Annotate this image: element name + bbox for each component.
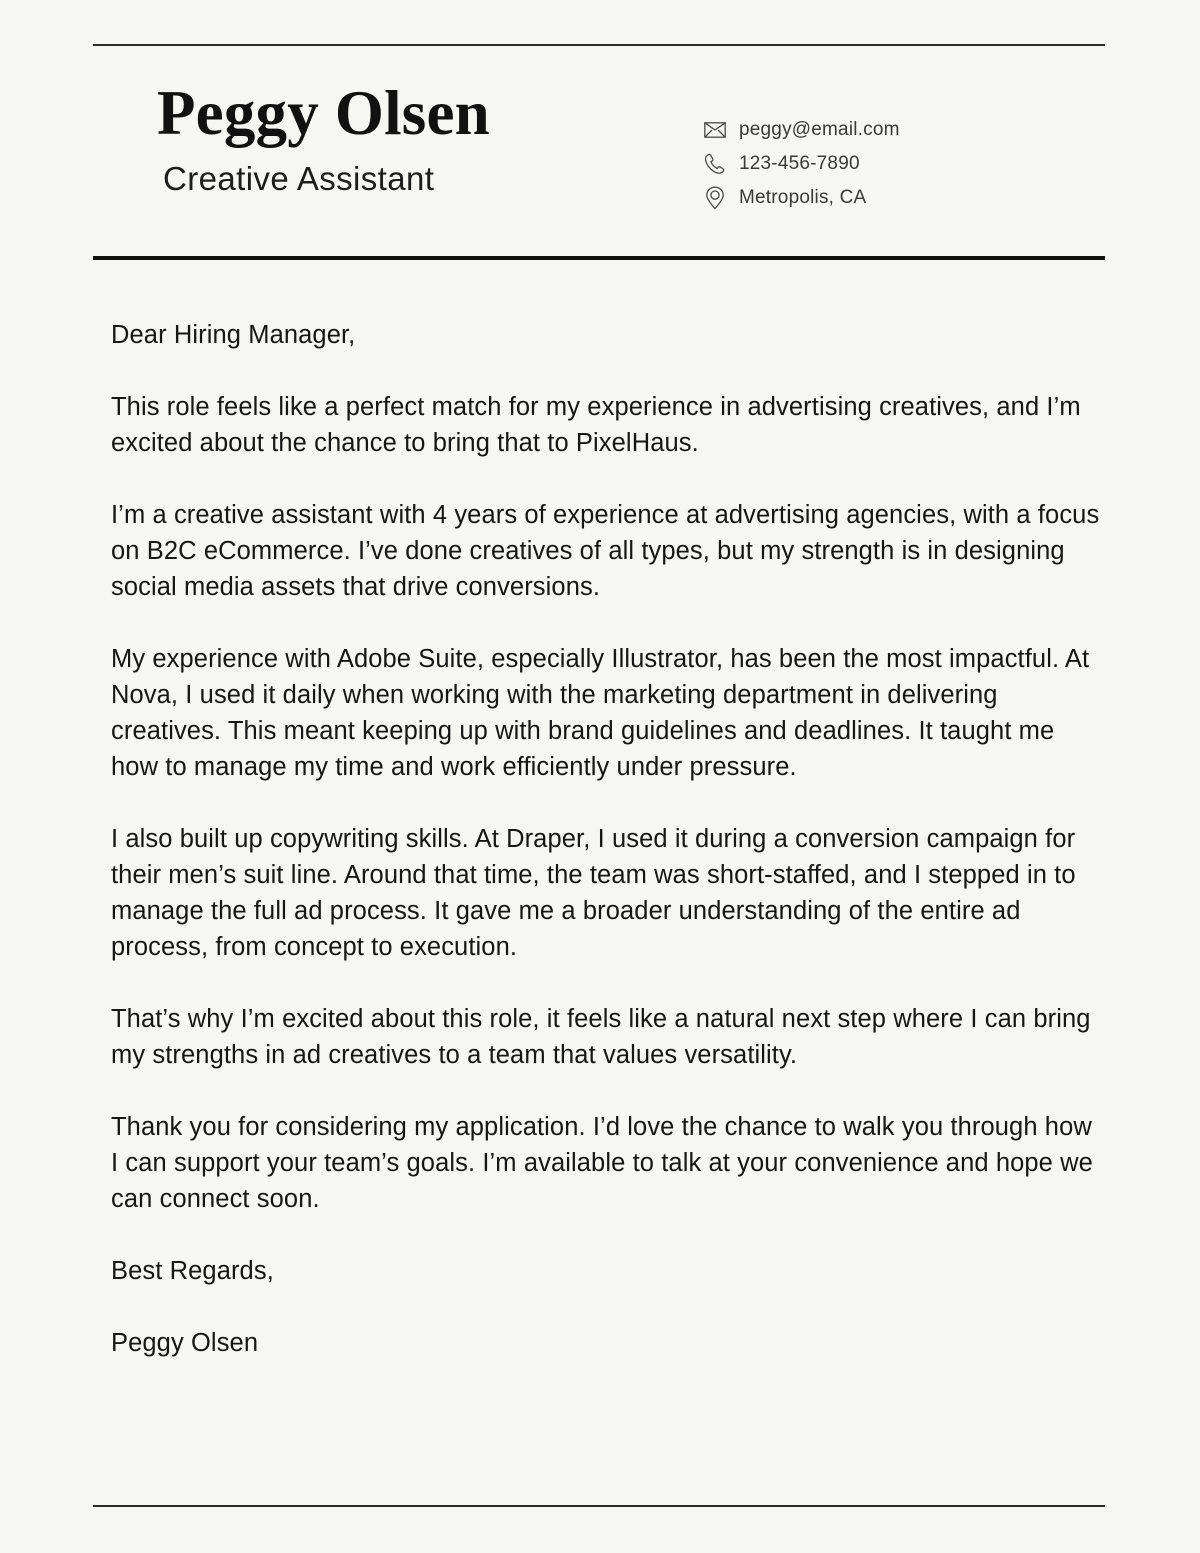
contact-row-phone[interactable] bbox=[700, 147, 900, 181]
letter-paragraph: My experience with Adobe Suite, especially Illustrator, has been the most impactful. At Nova, I used it daily when working with the marketing department in delivering creatives. This meant keeping up with brand guidelines and deadlines. It taught me how to manage my time and work efficiently under pressure. bbox=[111, 645, 1090, 781]
envelope-icon bbox=[700, 122, 730, 138]
contact-location-text: Metropolis, CA bbox=[739, 187, 867, 208]
phone-icon bbox=[700, 153, 730, 175]
contact-row-email[interactable] bbox=[700, 113, 900, 147]
letter-paragraph: I’m a creative assistant with 4 years of experience at advertising agencies, with a focus on B2C eCommerce. I’ve done creatives of all types, but my strength is in designing social media assets that drive conversions. bbox=[111, 501, 1100, 601]
top-divider-rule bbox=[93, 44, 1105, 46]
letter-header bbox=[93, 80, 1105, 245]
applicant-name: Peggy Olsen bbox=[157, 78, 490, 148]
letter-paragraph: I also built up copywriting skills. At Draper, I used it during a conversion campaign for their men’s suit line. Around that time, the team was short-staffed, and I stepped in to manage the full ad process. It gave me a broader understanding of the entire ad process, from concept to execution. bbox=[111, 825, 1076, 961]
location-pin-icon bbox=[700, 186, 730, 210]
letter-closing: Best Regards, bbox=[111, 1257, 274, 1285]
letter-paragraph: Thank you for considering my application. I’d love the chance to walk you through how I can support your team’s goals. I’m available to talk at your convenience and hope we can connect soon. bbox=[111, 1113, 1093, 1213]
contact-row-location[interactable] bbox=[700, 181, 900, 215]
applicant-job-title: Creative Assistant bbox=[163, 160, 435, 198]
letter-body bbox=[111, 317, 1101, 1361]
letter-signature: Peggy Olsen bbox=[111, 1329, 259, 1357]
contact-phone-text: 123-456-7890 bbox=[739, 153, 860, 174]
contact-details bbox=[700, 113, 900, 215]
contact-email-text: peggy@email.com bbox=[739, 119, 900, 140]
bottom-divider-rule bbox=[93, 1505, 1105, 1507]
letter-paragraph: That’s why I’m excited about this role, it feels like a natural next step where I can bring my strengths in ad creatives to a team that values versatility. bbox=[111, 1005, 1091, 1069]
header-divider-rule bbox=[93, 256, 1105, 260]
identity-block bbox=[157, 80, 490, 198]
letter-salutation: Dear Hiring Manager, bbox=[111, 321, 356, 349]
letter-paragraph: This role feels like a perfect match for my experience in advertising creatives, and I’m excited about the chance to bring that to PixelHaus. bbox=[111, 393, 1081, 457]
